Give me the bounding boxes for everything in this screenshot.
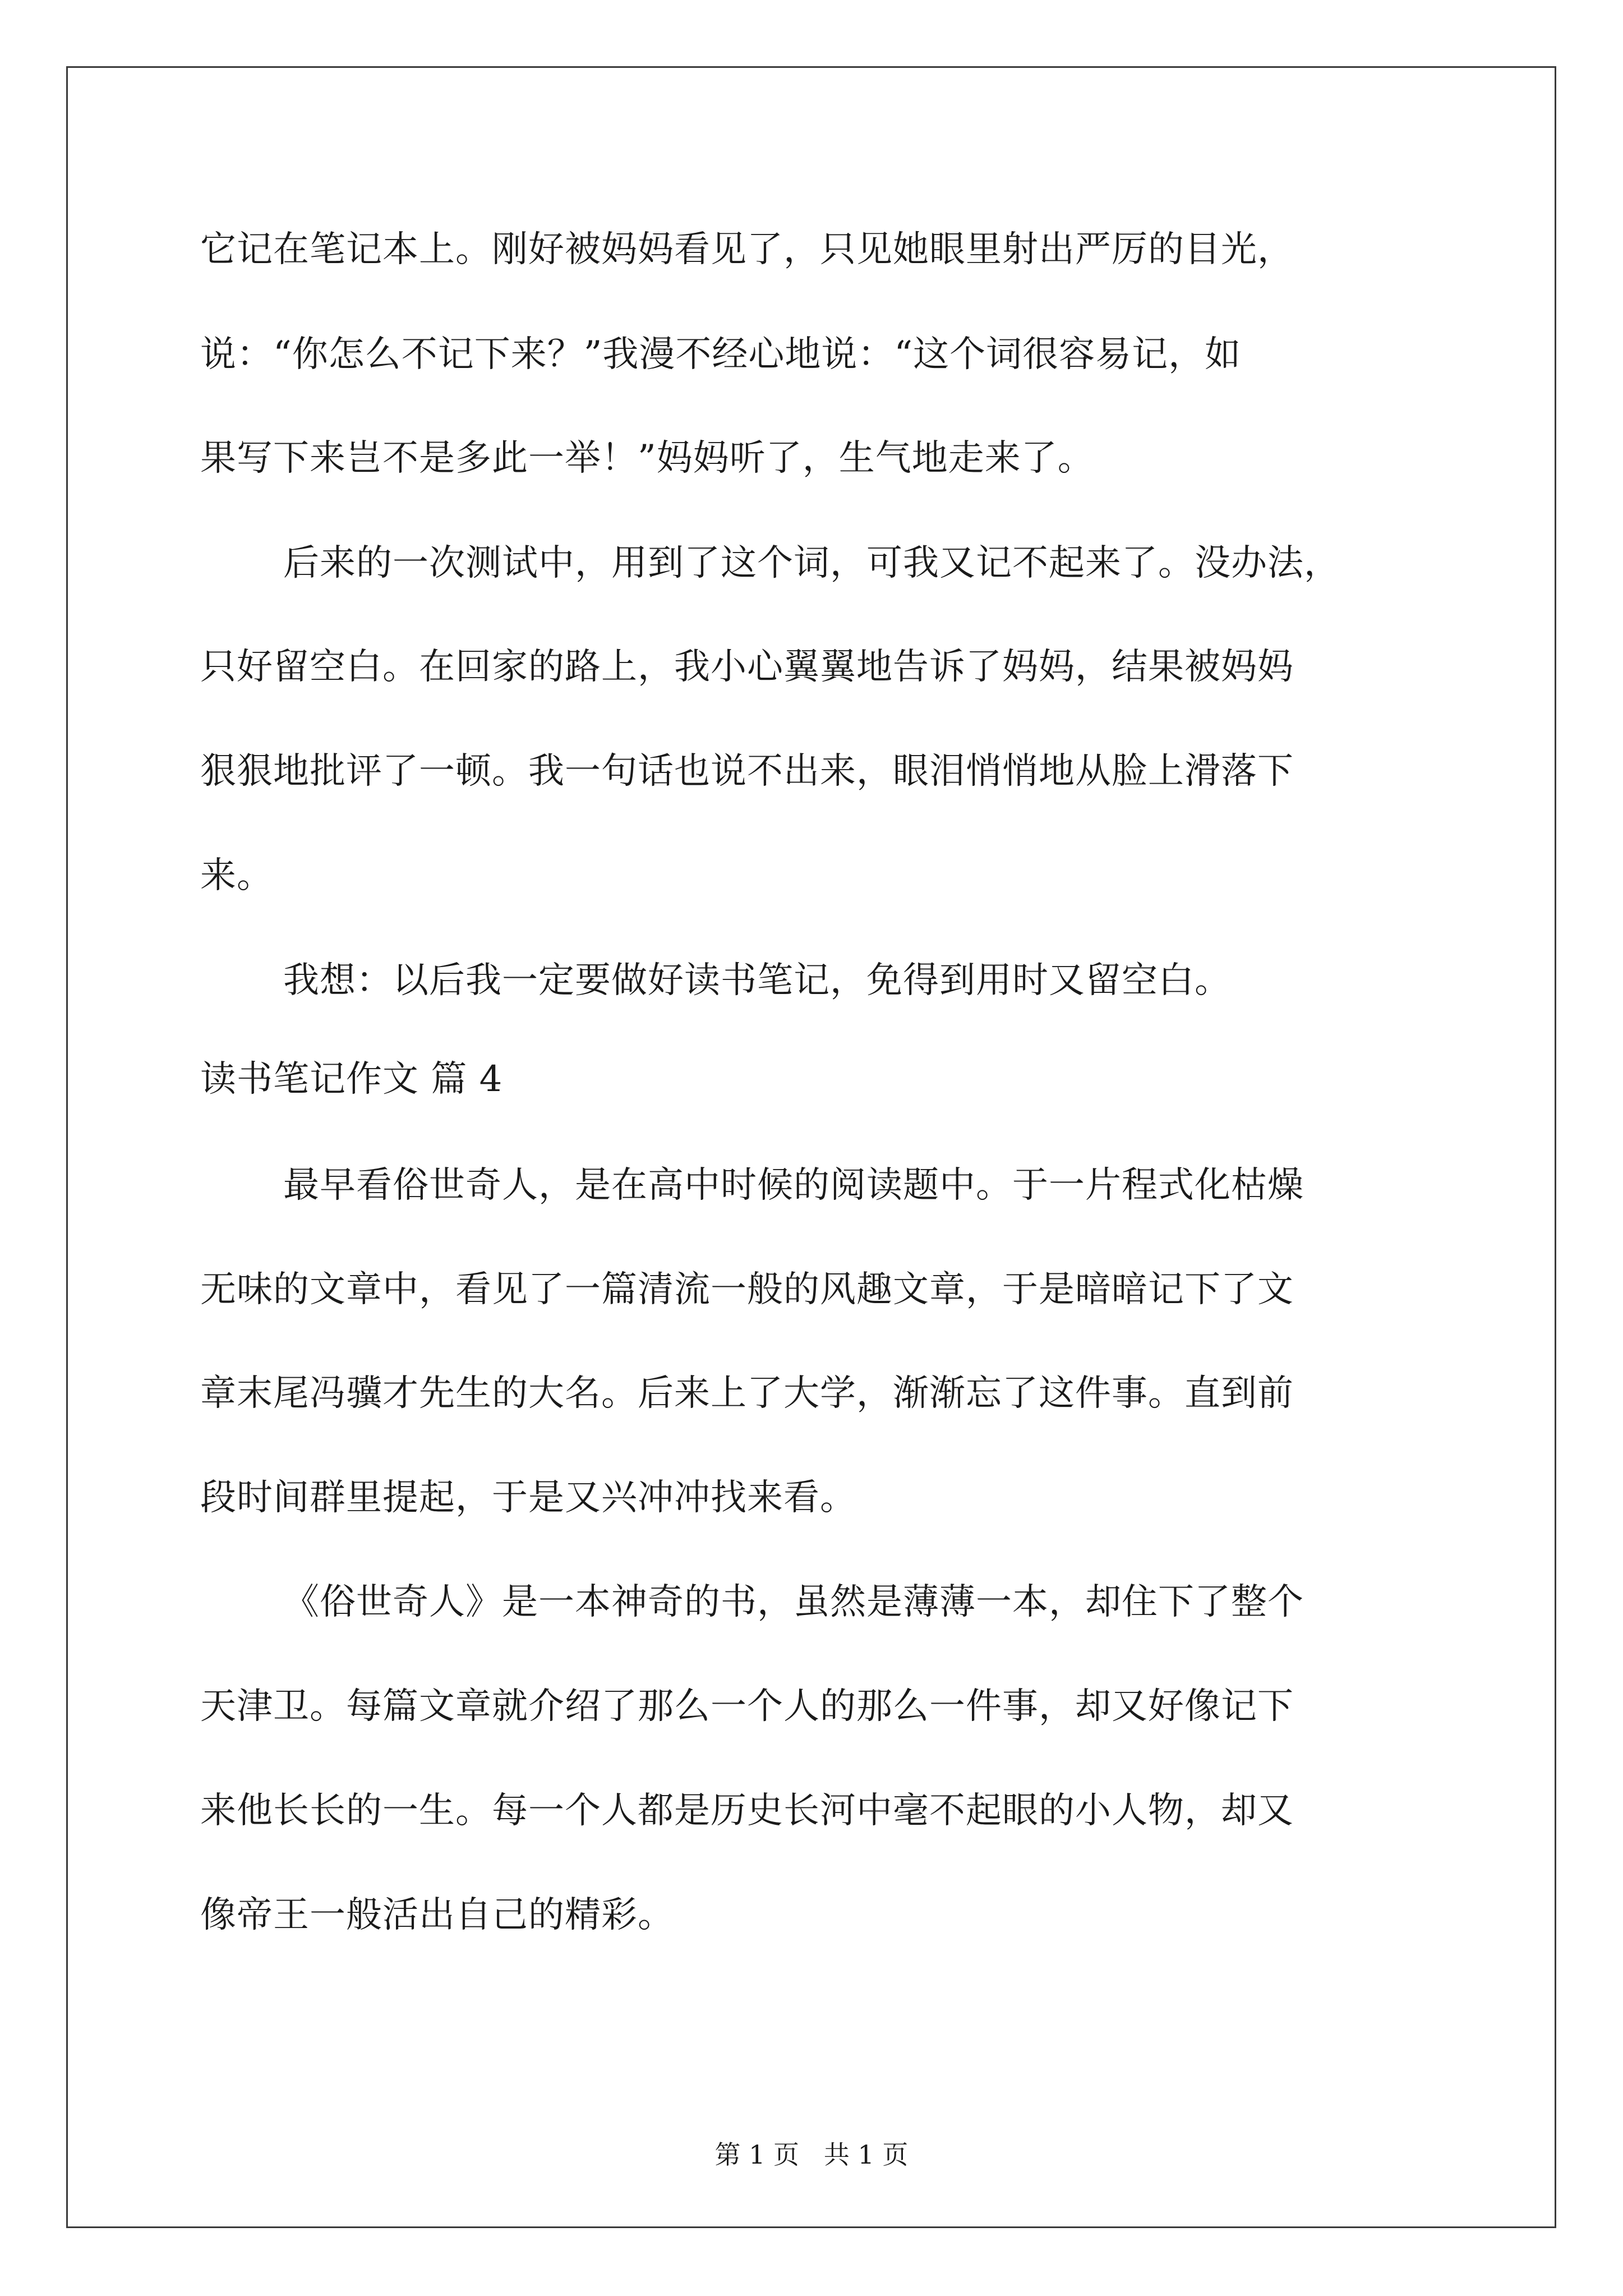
text-line: 无味的文章中，看见了一篇清流一般的风趣文章，于是暗暗记下了文 [200, 1269, 1294, 1310]
text-line: 段时间群里提起，于是又兴冲冲找来看。 [200, 1477, 856, 1519]
text-line: 天津卫。每篇文章就介绍了那么一个人的那么一件事，却又好像记下 [200, 1686, 1294, 1727]
paragraph-start-line: 我想：以后我一定要做好读书笔记，免得到用时又留空白。 [283, 960, 1231, 1001]
section-heading: 读书笔记作文 篇 4 [200, 1059, 503, 1100]
paragraph-start-line: 后来的一次测试中，用到了这个词，可我又记不起来了。没办法， [283, 542, 1340, 584]
paragraph-start-line: 《俗世奇人》是一本神奇的书，虽然是薄薄一本，却住下了整个 [283, 1581, 1304, 1623]
text-line: 像帝王一般活出自己的精彩。 [200, 1894, 674, 1936]
text-line: 说：“你怎么不记下来？”我漫不经心地说：“这个词很容易记，如 [200, 334, 1242, 375]
paragraph-start-line: 最早看俗世奇人，是在高中时候的阅读题中。于一片程式化枯燥 [283, 1165, 1304, 1206]
text-line: 它记在笔记本上。刚好被妈妈看见了，只见她眼里射出严厉的目光， [200, 229, 1294, 270]
text-line: 狠狠地批评了一顿。我一句话也说不出来，眼泪悄悄地从脸上滑落下 [200, 751, 1294, 792]
text-line: 果写下来岂不是多此一举！”妈妈听了，生气地走来了。 [200, 438, 1094, 479]
text-line: 来。 [200, 855, 273, 896]
text-line: 来他长长的一生。每一个人都是历史长河中毫不起眼的小人物，却又 [200, 1790, 1294, 1832]
text-line: 章末尾冯骥才先生的大名。后来上了大学，渐渐忘了这件事。直到前 [200, 1373, 1294, 1414]
page-footer: 第 1 页 共 1 页 [714, 2139, 909, 2170]
text-line: 只好留空白。在回家的路上，我小心翼翼地告诉了妈妈，结果被妈妈 [200, 646, 1294, 688]
